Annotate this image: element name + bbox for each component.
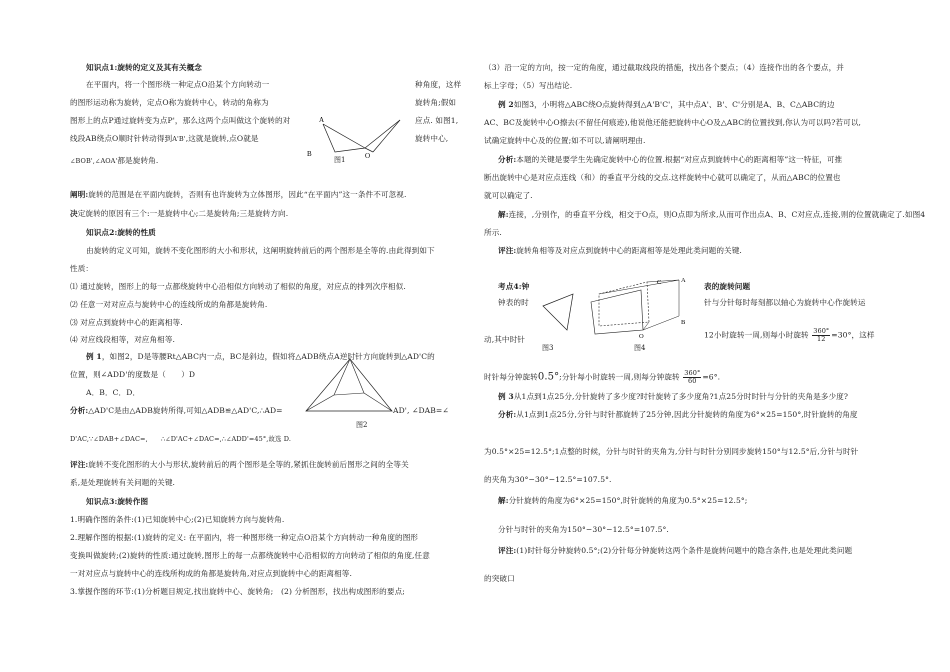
kp2-item: ⑶ 对应点到旋转中心的距离相等.: [70, 318, 183, 327]
note-line: [70, 190, 407, 200]
figures-3-4: [539, 272, 709, 344]
example-2-label: 例 2: [498, 100, 514, 109]
kp2-item: ⑷ 对应线段相等，对应角相等.: [70, 335, 176, 344]
example-2-line: AC、BC及旋转中心O擦去(不留任何痕迹),他说他还能把旋转中心O及△ABC的位置找到,你认为可以吗?若可以,: [484, 118, 862, 127]
kp2-line: 由旋转的定义可知，旋转不变化图形的大小和形状，这阐明旋转前后的两个图形是全等的.由此得到如下: [86, 246, 435, 255]
example-2: [498, 100, 835, 110]
kp1-line: 的图形运动称为旋转，定点O称为旋转中心，转动的角称为: [70, 98, 269, 107]
example-3-text: 从1点到1点25分,分针旋转了多少度?时针旋转了多少度角?1点25分时时针与分针的夹角是多少度?: [513, 392, 849, 401]
kp1-line-right: 应点. 如图1,: [415, 116, 459, 125]
analysis-2-label: 分析:: [498, 155, 517, 164]
fraction-denominator: 60: [688, 377, 697, 385]
comment-3-line: 的突破口: [484, 574, 515, 583]
comment-3: [498, 546, 852, 556]
kp4-text: =30°，这样: [831, 330, 875, 340]
analysis-3-line: 为0.5°×25=12.5°;1点整的时候，分针与时针的夹角为,分针与时针分别同步旋转150°与12.5°后,分针与时针: [484, 447, 859, 456]
decide-line: [70, 209, 288, 219]
analysis-1: [70, 406, 283, 416]
analysis-3-text: 从1点到1点25分,分针与时针都旋转了25分钟,因此分针旋转的角度为6°×25=150°,时针旋转的角度: [516, 410, 858, 419]
kp3-item: 1.明确作图的条件:(1)已知旋转中心;(2)已知旋转方向与旋转角.: [70, 515, 285, 524]
figure-2-caption: 图2: [356, 421, 368, 429]
comment-1-label: 评注:: [70, 460, 89, 469]
svg-text:B: B: [681, 319, 686, 326]
comment-1-line: 系,是处理旋转有关问题的关键.: [70, 478, 176, 487]
kp4-text: 12小时旋转一周,则每小时旋转: [704, 330, 809, 340]
analysis-1-label: 分析:: [70, 406, 89, 415]
decide-label: 决: [70, 209, 78, 218]
figure-1-caption: 图1: [334, 156, 346, 164]
fraction-numerator: 360°: [684, 369, 701, 377]
solution-2-line: 所示.: [484, 228, 502, 237]
svg-text:B: B: [307, 150, 312, 158]
kp1-line: 图形上的点P通过旋转变为点P'，那么这两个点叫做这个旋转的对: [70, 116, 291, 125]
kp2-item: ⑵ 任意一对对应点与旋转中心的连线所成的角都是旋转角.: [70, 300, 268, 309]
figure-2: [300, 355, 395, 420]
kp3-title: 知识点3:旋转作图: [86, 497, 149, 506]
steps-line: 标上字母；（5）写出结论.: [484, 81, 573, 90]
analysis-3-label: 分析:: [498, 410, 517, 419]
example-1-text: ，如图2，D是等腰Rt△ABC内一点，BC是斜边，假如将△ADB绕点A逆时针方向旋转到△AD'C的: [101, 352, 435, 361]
kp1-line-right: 旋转角;假如: [415, 98, 457, 107]
solution-2-text: 连接，,分别作，的垂直平分线，相交于O点，则O点即为所求,从而可作出点A、B、C对应点,连接,则的位置就确定了.如图4: [508, 210, 926, 219]
kp1-line: [70, 134, 259, 144]
fraction-360-12: [812, 328, 830, 343]
kp4-value: 0.5°: [537, 371, 560, 383]
figure-3-caption: 图3: [542, 344, 554, 352]
fraction-360-60: [683, 370, 701, 385]
steps-line: （3）沿一定的方向，按一定的角度，通过截取线段的措施，找出各个要点；（4）连接作出的各个要点，并: [484, 63, 844, 72]
comment-2: [498, 246, 742, 256]
kp4-line-right: [704, 328, 875, 343]
solution-3-line: 分针与时针的夹角为150°−30°−12.5°=107.5°.: [498, 525, 669, 534]
kp4-text: =6°.: [702, 372, 721, 382]
kp3-item: 3.掌握作图的环节:(1)分析题目规定,找出旋转中心、旋转角; (2) 分析图形，找出构成图形的要点;: [70, 587, 405, 596]
svg-text:O: O: [639, 333, 644, 340]
svg-text:C: C: [657, 279, 662, 286]
kp4-line-left: 动,其中时针: [484, 335, 525, 344]
solution-2-label: 解:: [498, 210, 509, 219]
kp2-item: ⑴ 通过旋转，图形上的每一点都绕旋转中心沿相似方向转动了相似的角度，对应点的排列次序相似.: [70, 282, 406, 291]
kp2-title: 知识点2:旋转的性质: [86, 228, 156, 237]
kp4-text: ;分针每小时旋转一周,则每分钟旋转: [559, 372, 680, 382]
kp1-line: 在平面内，将一个图形绕一种定点O沿某个方向转动一: [86, 80, 270, 89]
comment-2-text: 旋转角相等及对应点到旋转中心的距离相等是处理此类问题的关键.: [516, 246, 742, 255]
example-1-options: A．B．C．D．: [86, 388, 141, 397]
svg-text:A: A: [319, 116, 325, 124]
example-1-line: 位置，则∠ADD'的度数是（ ）D: [70, 370, 196, 379]
kp4-line-right: 针与分针每时每刻都以轴心为旋转中心作旋转运: [704, 298, 866, 307]
example-2-text: 如图3，小明将△ABC绕O点旋转得到△A'B'C'，其中点A'、B'、C'分别是A、B、C△ABC的边: [513, 100, 835, 109]
kp3-item: 一对对应点与旋转中心的连线所构成的角都是旋转角,对应点到旋转中心的距离相等.: [70, 569, 352, 578]
analysis-1-line: D'AC,∵∠DAB+∠DAC=, ∴∠D'AC+∠DAC=,∴∠ADD'=45°,故选 D.: [70, 435, 292, 443]
kp1-formula: A'B': [172, 135, 186, 143]
note-text: 旋转的范围是在平面内旋转，否则有也许旋转为立体图形，因此“在平面内”这一条件不可忽视.: [88, 190, 407, 199]
analysis-2-line: 就可以确定了.: [484, 191, 533, 200]
analysis-1-right: AD', ∠DAB=∠: [393, 406, 449, 415]
kp4-line: [484, 370, 720, 385]
figure-4-caption: 图4: [634, 344, 646, 352]
kp4-title: 表的旋转问题: [704, 282, 751, 291]
example-3-label: 例 3: [498, 392, 514, 401]
kp4-text: 时针每分钟旋转: [484, 372, 538, 382]
fraction-denominator: 12: [817, 335, 826, 343]
kp1-line-right: 旋转中心,: [415, 134, 449, 143]
kp3-item: 2.理解作图的根据:(1)旋转的定义: 在平面内，将一种图形绕一种定点O沿某个方向转动一种角度的图形: [70, 533, 419, 542]
solution-2: [498, 210, 925, 220]
analysis-2-line: 断出旋转中心是对应点连线（和）的垂直平分线的交点.这样旋转中心就可以确定了，从而△ABC的位置也: [484, 173, 841, 182]
comment-2-label: 评注:: [498, 246, 517, 255]
fraction-numerator: 360°: [813, 327, 830, 335]
analysis-3-line: 的夹角为30°−30°−12.5°=107.5°.: [484, 475, 612, 484]
comment-1-text: 旋转不变化图形的大小与形状,旋转前后的两个图形是全等的,紧抓住旋转前后图形之间的全等关: [88, 460, 409, 469]
kp1-text: 线段AB绕点O顺时针转动得到: [70, 134, 173, 143]
kp1-line: [70, 156, 158, 166]
figure-1: [305, 110, 415, 170]
analysis-2: [498, 155, 842, 165]
kp1-title: 知识点1:旋转的定义及其有关概念: [86, 63, 202, 72]
decide-text: 定旋转的原因有三个:一是旋转中心;二是旋转角;三是旋转方向.: [77, 209, 289, 218]
solution-3-label: 解:: [498, 496, 509, 505]
kp1-line-right: 种角度，这样: [415, 80, 462, 89]
comment-3-label: 评注:: [498, 546, 517, 555]
solution-3: [498, 496, 747, 506]
kp4-line-left: 钟表的时: [498, 298, 529, 307]
analysis-1-text: △AD'C是由△ADB旋转所得,可知△ADB≌△AD'C,∴AD=: [88, 406, 283, 415]
kp3-item: 变换叫做旋转;(2)旋转的性质:通过旋转,图形上的每一点都绕旋转中心沿相似的方向转动了相似的角度,任意: [70, 551, 430, 560]
analysis-3: [498, 410, 858, 420]
kp1-text: 都是旋转角.: [117, 156, 159, 165]
note-label: 阐明:: [70, 190, 89, 199]
comment-1: [70, 460, 409, 470]
solution-3-text: 分针旋转的角度为6°×25=150°,时针旋转的角度为0.5°×25=12.5°;: [508, 496, 748, 505]
comment-3-text: (1)时针每分钟旋转0.5°;(2)分针每分钟旋转这两个条件是旋转问题中的隐含条件,也是处理此类问题: [516, 546, 853, 555]
kp1-angles: ∠BOB',∠AOA': [70, 157, 118, 165]
kp4-label: 考点4:钟: [498, 282, 530, 291]
svg-text:O: O: [365, 152, 371, 160]
example-1-label: 例 1: [86, 352, 102, 361]
example-3: [498, 392, 848, 402]
svg-text:A: A: [681, 277, 686, 284]
kp1-text: ,这就是旋转,点O就是: [185, 134, 259, 143]
kp2-line: 性质：: [70, 264, 94, 273]
analysis-2-text: 本题的关键是要学生先确定旋转中心的位置.根据“对应点到旋转中心的距离相等”这一特征，可推: [516, 155, 843, 164]
example-2-line: 试确定旋转中心及的位置;如不可以,请阐明理由.: [484, 136, 646, 145]
